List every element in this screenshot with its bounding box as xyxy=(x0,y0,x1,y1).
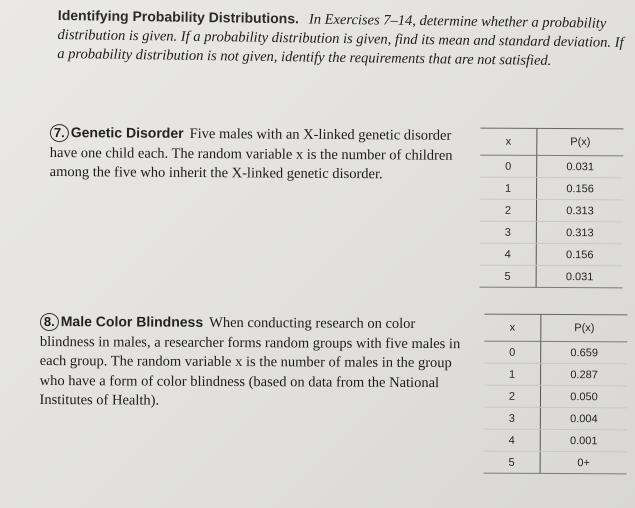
column-header-x: x xyxy=(480,128,537,155)
table-row xyxy=(480,199,623,222)
column-header-px: P(x) xyxy=(537,128,624,155)
table-header-row xyxy=(480,128,623,156)
problem-7 xyxy=(50,123,465,185)
x-value-cell: 2 xyxy=(480,199,537,221)
section-heading: Identifying Probability Distributions. xyxy=(57,6,300,27)
x-value-cell: 2 xyxy=(484,385,541,407)
probability-cell: 0.287 xyxy=(541,363,628,385)
problem-number: 8. xyxy=(40,313,59,331)
problem-text: When conducting research on color blindness in males, a researcher forms random groups with five males in each group. The random variable x is the number of males in the group who have a form of color blindness (based on data from the National Institutes of Health). xyxy=(39,314,461,409)
problem-8 xyxy=(39,312,470,413)
x-value-cell: 4 xyxy=(484,429,541,451)
x-value-cell: 0 xyxy=(480,155,537,177)
x-value-cell: 5 xyxy=(484,451,541,473)
x-value-cell: 0 xyxy=(484,341,541,363)
probability-table-8 xyxy=(484,314,628,475)
table-row xyxy=(484,341,627,364)
probability-cell: 0.156 xyxy=(537,177,624,199)
probability-cell: 0.050 xyxy=(540,385,627,407)
table-row xyxy=(484,363,627,386)
table-row xyxy=(484,407,627,430)
column-header-x: x xyxy=(484,314,541,341)
table-row xyxy=(480,265,623,288)
probability-cell: 0.156 xyxy=(536,243,623,265)
table-row xyxy=(480,155,623,178)
problem-title: Genetic Disorder xyxy=(70,124,184,141)
problem-text: Five males with an X-linked genetic disorder have one child each. The random variable x is the number of children among the five who inherit the X-linked genetic disorder. xyxy=(49,125,453,183)
table-row xyxy=(480,243,623,266)
table-row xyxy=(484,385,627,408)
x-value-cell: 1 xyxy=(480,177,537,199)
table-row xyxy=(484,429,627,452)
table-row xyxy=(480,221,623,244)
probability-cell: 0.031 xyxy=(536,265,623,287)
x-value-cell: 1 xyxy=(484,363,541,385)
probability-cell: 0.004 xyxy=(540,407,627,429)
column-header-px: P(x) xyxy=(541,314,628,341)
probability-cell: 0+ xyxy=(540,451,627,473)
x-value-cell: 3 xyxy=(480,221,537,243)
probability-cell: 0.313 xyxy=(536,199,623,221)
exercise-instructions xyxy=(57,6,628,72)
x-value-cell: 5 xyxy=(480,265,537,287)
instructions-text: In Exercises 7–14, determine whether a probability distribution is given. If a probability distribution is given, find its mean and standard deviation. If a probability distribution is not given, identify the requirements that are not satisfied. xyxy=(57,11,624,69)
x-value-cell: 4 xyxy=(480,243,537,265)
probability-cell: 0.031 xyxy=(537,155,624,177)
x-value-cell: 3 xyxy=(484,407,541,429)
problem-title: Male Color Blindness xyxy=(60,313,204,330)
probability-cell: 0.659 xyxy=(541,341,628,363)
probability-cell: 0.313 xyxy=(536,221,623,243)
table-row xyxy=(484,451,627,474)
table-row xyxy=(480,177,623,200)
table-header-row xyxy=(484,314,627,342)
problem-number: 7. xyxy=(50,124,69,142)
probability-cell: 0.001 xyxy=(540,429,627,451)
probability-table-7 xyxy=(480,128,624,289)
